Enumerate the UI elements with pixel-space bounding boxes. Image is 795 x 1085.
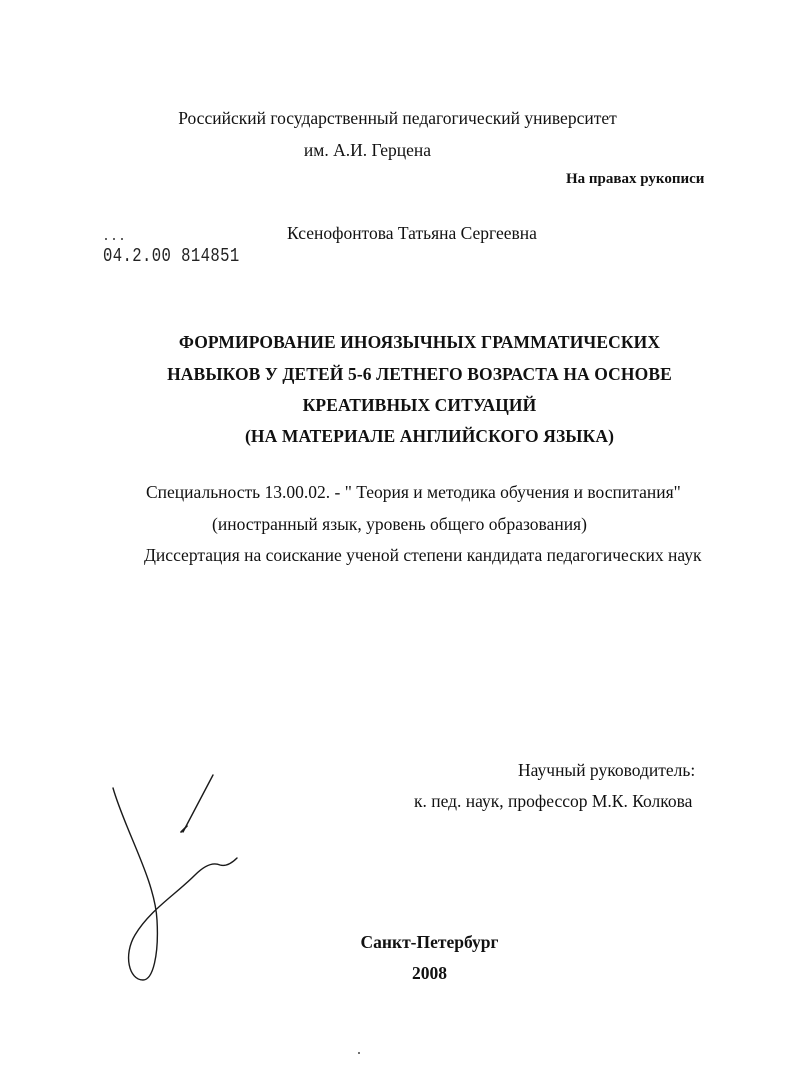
rights-note: На правах рукописи <box>566 171 705 187</box>
title-line-3: КРЕАТИВНЫХ СИТУАЦИЙ <box>302 395 537 415</box>
supervisor-label: Научный руководитель: <box>518 760 696 780</box>
supervisor-name: к. пед. наук, профессор М.К. Колкова <box>414 791 693 811</box>
title-line-1: ФОРМИРОВАНИЕ ИНОЯЗЫЧНЫХ ГРАММАТИЧЕСКИХ <box>178 332 661 352</box>
city: Санкт-Петербург <box>360 932 499 952</box>
scan-speck <box>358 1052 360 1054</box>
title-line-4: (НА МАТЕРИАЛЕ АНГЛИЙСКОГО ЯЗЫКА) <box>244 426 615 446</box>
university-subname: им. А.И. Герцена <box>303 140 432 160</box>
title-line-2: НАВЫКОВ У ДЕТЕЙ 5-6 ЛЕТНЕГО ВОЗРАСТА НА ОСНОВЕ <box>167 364 672 384</box>
degree-line: Диссертация на соискание ученой степени кандидата педагогических наук <box>144 545 702 565</box>
year: 2008 <box>412 963 447 983</box>
specialty-line: Специальность 13.00.02. - " Теория и методика обучения и воспитания" <box>146 482 681 502</box>
specialty-detail: (иностранный язык, уровень общего образования) <box>212 514 587 534</box>
author-name: Ксенофонтова Татьяна Сергеевна <box>287 223 537 243</box>
university-name: Российский государственный педагогический университет <box>178 108 617 128</box>
registration-stamp-number: 04.2.00 814851 <box>103 245 240 267</box>
stamp-dots-mark <box>103 236 125 242</box>
